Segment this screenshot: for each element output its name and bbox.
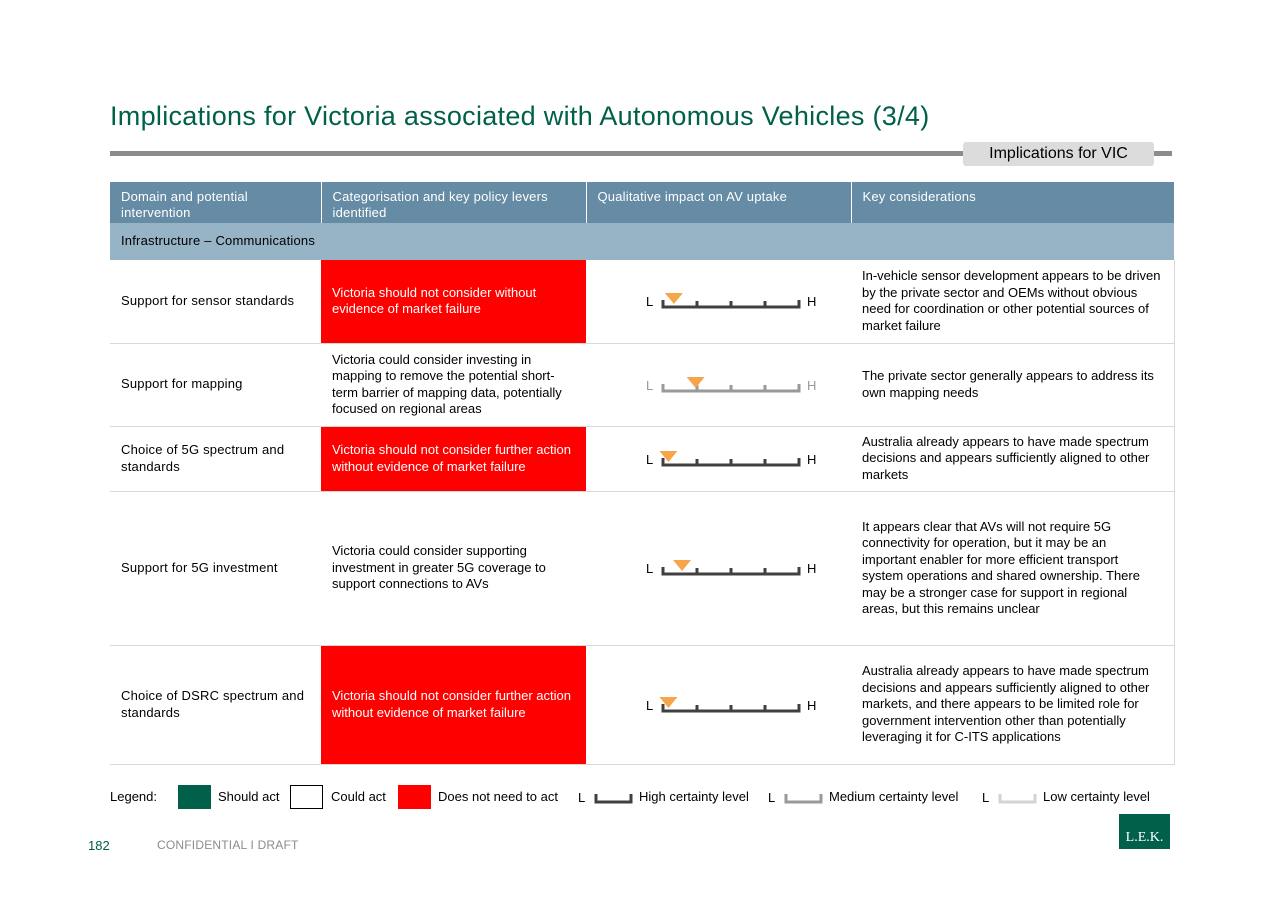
legend-should-act: Should act: [218, 789, 280, 804]
category-cell: Victoria could consider investing in mapping to remove the potential short-term barrier of mapping data, potentially focused on regional areas: [321, 343, 586, 426]
legend-swatch-should-act: [178, 785, 211, 809]
header-considerations: Key considerations: [851, 182, 1174, 223]
legend-swatch-not-need: [398, 785, 431, 809]
implications-table: [110, 182, 1175, 765]
gauge-low-label: L: [645, 561, 653, 576]
table-row: [110, 645, 1174, 764]
impact-cell: [586, 645, 851, 764]
section-tag: Implications for VIC: [963, 142, 1154, 166]
impact-cell: [586, 260, 851, 343]
legend-could-act: Could act: [331, 789, 386, 804]
gauge-marker-icon: [686, 377, 704, 388]
gauge-high-label: H: [806, 377, 816, 393]
consideration-cell: Australia already appears to have made spectrum decisions and appears sufficiently aligned to other markets, and there appears to be limited role for government intervention other than potentially leveraging it for C-ITS applications: [851, 645, 1174, 764]
legend-high: High certainty level: [639, 789, 749, 804]
domain-cell: Choice of 5G spectrum and standards: [110, 426, 321, 491]
page-title: Implications for Victoria associated with Autonomous Vehicles (3/4): [110, 101, 930, 131]
confidential-label: CONFIDENTIAL I DRAFT: [157, 838, 299, 852]
legend-l-high: L: [578, 790, 586, 805]
gauge-low-label: L: [645, 294, 653, 310]
consideration-cell: In-vehicle sensor development appears to be driven by the private sector and OEMs without obvious need for coordination or other potential sources of market failure: [851, 260, 1174, 343]
gauge-low-label: L: [645, 451, 653, 467]
gauge-marker-icon: [673, 560, 691, 571]
legend-low: Low certainty level: [1043, 789, 1150, 804]
gauge-high-label: H: [806, 561, 816, 576]
legend-swatch-could-act: [290, 785, 323, 809]
category-cell: Victoria should not consider further action without evidence of market failure: [321, 426, 586, 491]
impact-cell: [586, 343, 851, 426]
category-cell: Victoria should not consider without evidence of market failure: [321, 260, 586, 343]
consideration-cell: It appears clear that AVs will not require 5G connectivity for operation, but it may be an important enabler for more efficient transport system operations and shared ownership. There may be a stronger case for support in regional areas, but this remains unclear: [851, 491, 1174, 645]
category-cell: Victoria should not consider further action without evidence of market failure: [321, 645, 586, 764]
impact-cell: [586, 426, 851, 491]
impact-cell: [586, 491, 851, 645]
legend-l-low: L: [982, 790, 990, 805]
gauge-high-label: H: [806, 294, 816, 310]
gauge-low-label: L: [645, 697, 653, 713]
page-number: 182: [88, 838, 110, 853]
certainty-gauge: [624, 289, 814, 313]
legend: [110, 785, 1210, 811]
certainty-gauge: [624, 373, 814, 397]
table-row: [110, 426, 1174, 491]
certainty-gauge: [624, 447, 814, 471]
gauge-high-label: H: [806, 697, 816, 713]
gauge-high-label: H: [806, 451, 816, 467]
domain-cell: Support for mapping: [110, 343, 321, 426]
domain-cell: Support for sensor standards: [110, 260, 321, 343]
legend-not-need: Does not need to act: [438, 789, 558, 804]
legend-l-medium: L: [768, 790, 776, 805]
legend-label: Legend:: [110, 789, 157, 804]
header-impact: Qualitative impact on AV uptake: [586, 182, 851, 223]
table-row: [110, 260, 1174, 343]
legend-scale-low-icon: [998, 785, 1038, 809]
header-domain: Domain and potential intervention: [110, 182, 321, 223]
certainty-gauge: [624, 693, 814, 717]
lek-logo: L.E.K.: [1119, 814, 1170, 849]
gauge-marker-icon: [664, 293, 682, 304]
section-row: Infrastructure – Communications: [110, 223, 1174, 260]
category-cell: Victoria could consider supporting investment in greater 5G coverage to support connections to AVs: [321, 491, 586, 645]
table-row: [110, 491, 1174, 645]
table-row: [110, 343, 1174, 426]
gauge-low-label: L: [645, 377, 653, 393]
legend-medium: Medium certainty level: [829, 789, 959, 804]
consideration-cell: Australia already appears to have made spectrum decisions and appears sufficiently aligned to other markets: [851, 426, 1174, 491]
domain-cell: Support for 5G investment: [110, 491, 321, 645]
consideration-cell: The private sector generally appears to address its own mapping needs: [851, 343, 1174, 426]
header-category: Categorisation and key policy levers identified: [321, 182, 586, 223]
legend-scale-medium-icon: [784, 785, 824, 809]
certainty-gauge: [624, 556, 814, 580]
domain-cell: Choice of DSRC spectrum and standards: [110, 645, 321, 764]
legend-scale-high-icon: [594, 785, 634, 809]
